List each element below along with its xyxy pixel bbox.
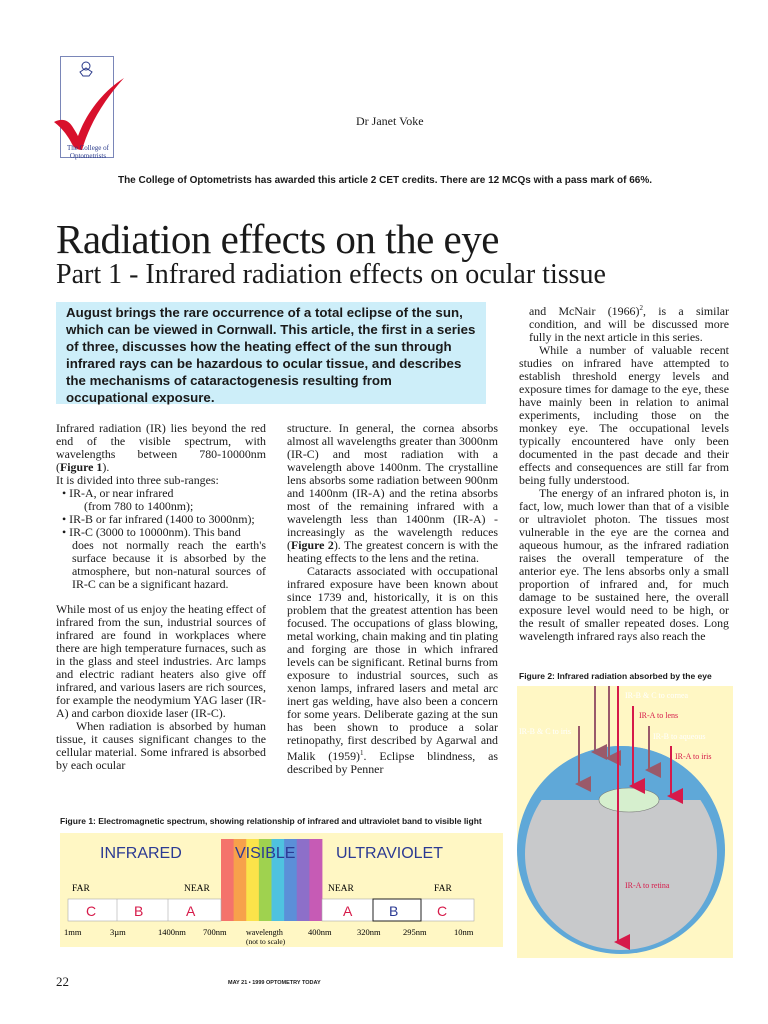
paragraph: It is divided into three sub-ranges: (56, 473, 219, 487)
tick-320nm: 320nm (357, 927, 381, 937)
label-near-left: NEAR (184, 884, 210, 894)
band-b-ir: B (134, 903, 144, 919)
tick-3um: 3µm (110, 927, 126, 937)
tick-10nm: 10nm (454, 927, 474, 937)
label-near-right: NEAR (328, 884, 354, 894)
text: , is a similar condition, and will be discussed more fully in the next article in this series. (529, 303, 730, 344)
paragraph (519, 302, 729, 344)
band-b-uv: B (389, 903, 399, 919)
paragraph (287, 422, 498, 565)
page-number: 22 (56, 974, 69, 989)
not-to-scale-label: (not to scale) (246, 937, 286, 946)
band-c-uv: C (437, 903, 448, 919)
label-ir-b-aqueous: IR-B to aqueous (653, 732, 706, 741)
eye-diagram (517, 686, 733, 958)
heading-visible: VISIBLE (235, 845, 296, 862)
band-a-ir: A (186, 903, 196, 919)
paragraph (56, 422, 266, 474)
tick-1400nm: 1400nm (158, 927, 186, 937)
crest-icon (76, 60, 96, 78)
article-subtitle: Part 1 - Infrared radiation effects on ocular tissue (56, 259, 606, 290)
heading-ultraviolet: ULTRAVIOLET (336, 845, 443, 862)
figure-2 (517, 686, 733, 958)
text: ). The greatest concern is with the heating effects to the lens and the retina. (287, 538, 498, 565)
text: Cataracts associated with occupational infrared exposure have been known about since 1739 and, historically, it is on this problem that the greatest attention has been focused. The occupations of glass blowing, metal working, chain making and tin plating and forging are those in which infrared levels can be significant. Retinal burns from exposure to industrial sources, such as xenon lamps, infrared lasers and metal arc inert gas welding, have also been a concern for some years. Deliberate gazing at the sun has been shown to produce a solar retinopathy, first described by Agarwal and Malik (1959) (287, 564, 499, 763)
paragraph: While a number of valuable recent studies on infrared have attempted to establish threshold energy levels and exposure times for damage to the eye, these have mainly been in relation to animal experiments, including those on the monkey eye. The occupational levels typically encountered have only been documented in the past decade and their effects and consequences are still far from being fully understood. (519, 342, 729, 487)
logo-text-line2: Optometrists (69, 152, 107, 160)
paragraph (287, 565, 498, 776)
tick-icon (52, 78, 126, 152)
text: and McNair (1966) (529, 303, 640, 318)
tick-700nm: 700nm (203, 927, 227, 937)
label-far-left: FAR (72, 884, 90, 894)
reference-mark: 1 (360, 749, 364, 757)
paragraph: The energy of an infrared photon is, in fact, low, much lower than that of a visible or ultraviolet photon. The tissues most vulnerable in the eye are the cornea and aqueous humour, as the infrared radiation raises the overall temperature of the anterior eye. The lens absorbs only a small proportion of infrared and, for much damage to be sustained here, the overall exposure level would need to be high, or the result of smaller repeated doses. Long wavelength infrared rays also reach the (519, 485, 729, 643)
column-1 (56, 422, 266, 772)
logo-text (52, 144, 124, 160)
tick-400nm: 400nm (308, 927, 332, 937)
bullet-item: • IR-C (3000 to 10000nm). This band (62, 525, 241, 539)
heading-infrared: INFRARED (100, 845, 182, 862)
figure-1-caption: Figure 1: Electromagnetic spectrum, showing relationship of infrared and ultraviolet band to visible light (60, 816, 482, 826)
paragraph: When radiation is absorbed by human tissue, it causes significant changes to the cellular material. Some infrared is absorbed by each ocular (56, 719, 266, 772)
cet-note: The College of Optometrists has awarded this article 2 CET credits. There are 12 MCQs with a pass mark of 66%. (117, 175, 653, 186)
figure-2-caption: Figure 2: Infrared radiation absorbed by the eye (519, 671, 712, 681)
tick-1mm: 1mm (64, 927, 82, 937)
column-2 (287, 422, 498, 776)
label-ir-bc-iris: IR-B & C to iris (519, 727, 572, 736)
text: . Eclipse blindness, as described by Penner (287, 748, 498, 776)
bullet-item: • IR-B or far infrared (1400 to 3000nm); (62, 512, 255, 526)
band-c-ir: C (86, 903, 97, 919)
figure-ref: Figure 2 (290, 538, 334, 552)
bullet-continuation: (from 780 to 1400nm); (84, 499, 194, 513)
text: Infrared radiation (IR) lies beyond the red end of the visible spectrum, with wavelengths between 780-10000nm ( (56, 421, 266, 474)
logo-text-line1: The College of (67, 144, 109, 152)
spectrum-band (221, 839, 234, 921)
wavelength-label: wavelength (246, 928, 283, 937)
tick-295nm: 295nm (403, 927, 427, 937)
label-ir-a-retina: IR-A to retina (625, 881, 670, 890)
label-ir-a-iris: IR-A to iris (675, 752, 712, 761)
label-ir-a-lens: IR-A to lens (639, 711, 679, 720)
paragraph: While most of us enjoy the heating effect of infrared from the sun, industrial sources of infrared are found in workplaces where there are high temperature furnaces, such as in the glass and steel industries. Arc lamps and electric radiant heaters also give off infrared, and various lasers are rich sources, for example the neodymium YAG laser (IR-A) and carbon dioxide laser (IR-C). (56, 602, 266, 720)
spectrum-band (309, 839, 322, 921)
bullet-item: • IR-A, or near infrared (62, 486, 174, 500)
text: ). (102, 460, 110, 474)
label-far-right: FAR (434, 884, 452, 894)
column-3 (519, 302, 729, 643)
reference-mark: 2 (639, 304, 643, 312)
figure-1 (60, 833, 503, 947)
standfirst: August brings the rare occurrence of a total eclipse of the sun, which can be viewed in Cornwall. This article, the first in a series of three, discusses how the heating effect of the sun through infrared rays can be hazardous to ocular tissue, and describes the mechanisms of cataractogenesis resulting from occupational exposure. (56, 302, 486, 404)
text: structure. In general, the cornea absorbs almost all wavelengths greater than 3000nm (IR-C) and most radiation with a wavelength above 1400nm. The crystalline lens absorbs some radiation between 900nm and 1400nm (IR-A) and the retina absorbs most of the remaining infrared with a wavelength less than 1400nm (IR-A) - increasingly as the wavelength reduces ( (287, 421, 498, 552)
journal-footer: MAY 21 • 1999 OPTOMETRY TODAY (228, 980, 321, 986)
label-ir-bc-cornea: IR-B & C to cornea (625, 691, 689, 700)
crystalline-lens (599, 788, 659, 812)
spectrum-diagram (60, 833, 503, 947)
article-title: Radiation effects on the eye (56, 216, 499, 262)
author: Dr Janet Voke (356, 114, 424, 128)
figure-ref: Figure 1 (59, 460, 103, 474)
band-a-uv: A (343, 903, 353, 919)
bullet-continuation: does not normally reach the earth's surface because it is absorbed by the atmosphere, but non-natural sources of IR-C can be a significant hazard. (72, 538, 266, 591)
spectrum-band (297, 839, 310, 921)
